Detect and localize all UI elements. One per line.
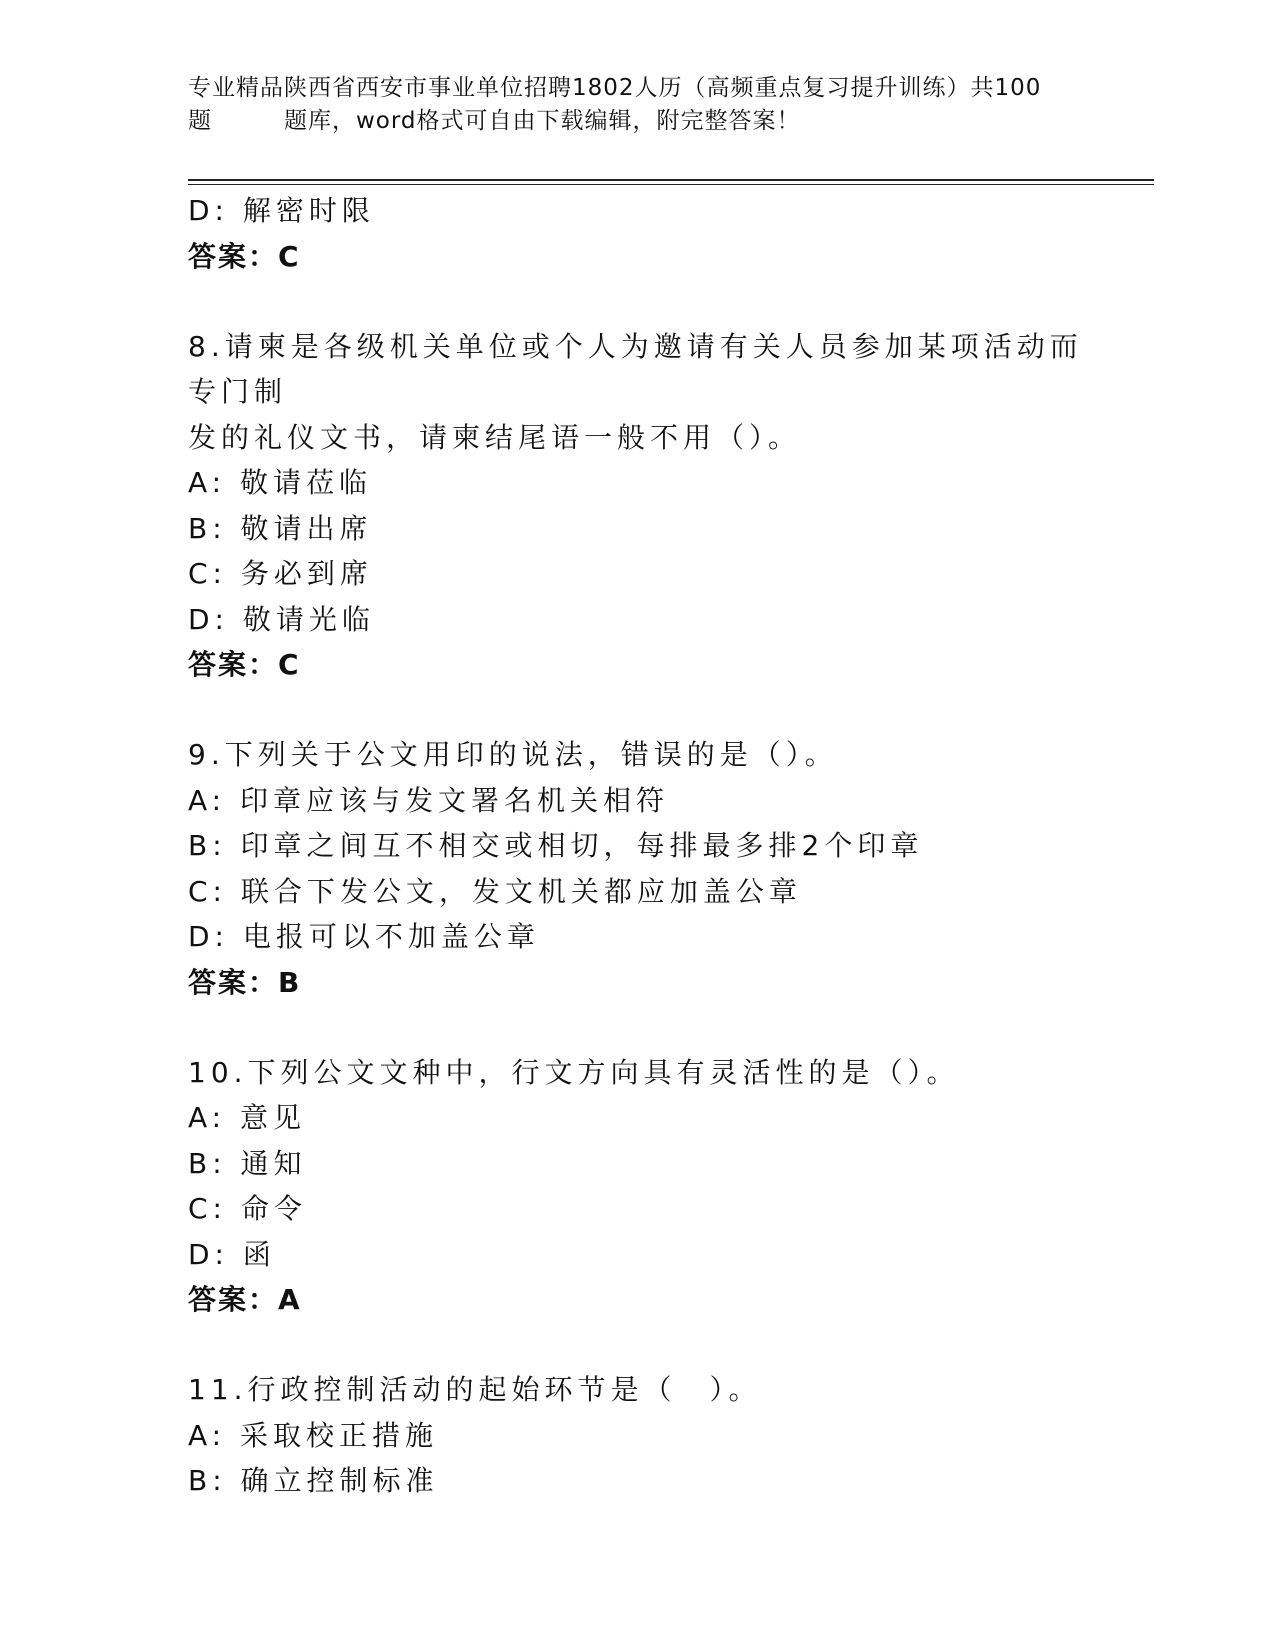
question-11 [188,1367,1088,1504]
document-header [188,72,1088,138]
header-line-2: 题 题库，word格式可自由下载编辑，附完整答案！ [188,108,801,134]
option-item: A: 敬请莅临 [188,466,372,499]
option-item: D: 电报可以不加盖公章 [188,920,540,953]
option-item: A: 采取校正措施 [188,1418,438,1452]
option-item: D: 函 [188,1237,276,1271]
header-rule-thick [188,179,1154,181]
option-item: D: 敬请光临 [188,602,375,636]
document-body [188,188,1088,1504]
header-rule-thin [188,184,1154,185]
question-10 [188,1050,1088,1324]
option-item: A: 意见 [188,1101,306,1134]
option-item: B: 通知 [188,1146,307,1180]
question-stem: 8.请柬是各级机关单位或个人为邀请有关人员参加某项活动而专门制 [188,329,1083,408]
answer-line: 答案：A [188,1283,302,1316]
answer-line: 答案：B [188,965,302,999]
question-stem: 10.下列公文文种中，行文方向具有灵活性的是（）。 [188,1055,960,1089]
question-9 [188,732,1088,1006]
answer-line: 答案：C [188,239,301,273]
answer-line: 答案：C [188,648,301,681]
option-item: C: 务必到席 [188,557,373,590]
question-stem: 11.行政控制活动的起始环节是（ ）。 [188,1373,762,1406]
option-item: B: 确立控制标准 [188,1464,439,1497]
option-item: C: 联合下发公文，发文机关都应加盖公章 [188,874,802,908]
option-item: D: 解密时限 [188,194,375,227]
question-8 [188,324,1088,689]
question-stem: 9.下列关于公文用印的说法，错误的是（）。 [188,738,838,771]
option-item: A: 印章应该与发文署名机关相符 [188,783,669,817]
header-line-1: 专业精品陕西省西安市事业单位招聘1802人历（高频重点复习提升训练）共100 [188,75,1042,101]
question-stem: 发的礼仪文书，请柬结尾语一般不用（）。 [188,420,802,454]
option-item: B: 敬请出席 [188,511,373,545]
option-item: B: 印章之间互不相交或相切，每排最多排2个印章 [188,829,924,862]
option-item: C: 命令 [188,1192,307,1225]
